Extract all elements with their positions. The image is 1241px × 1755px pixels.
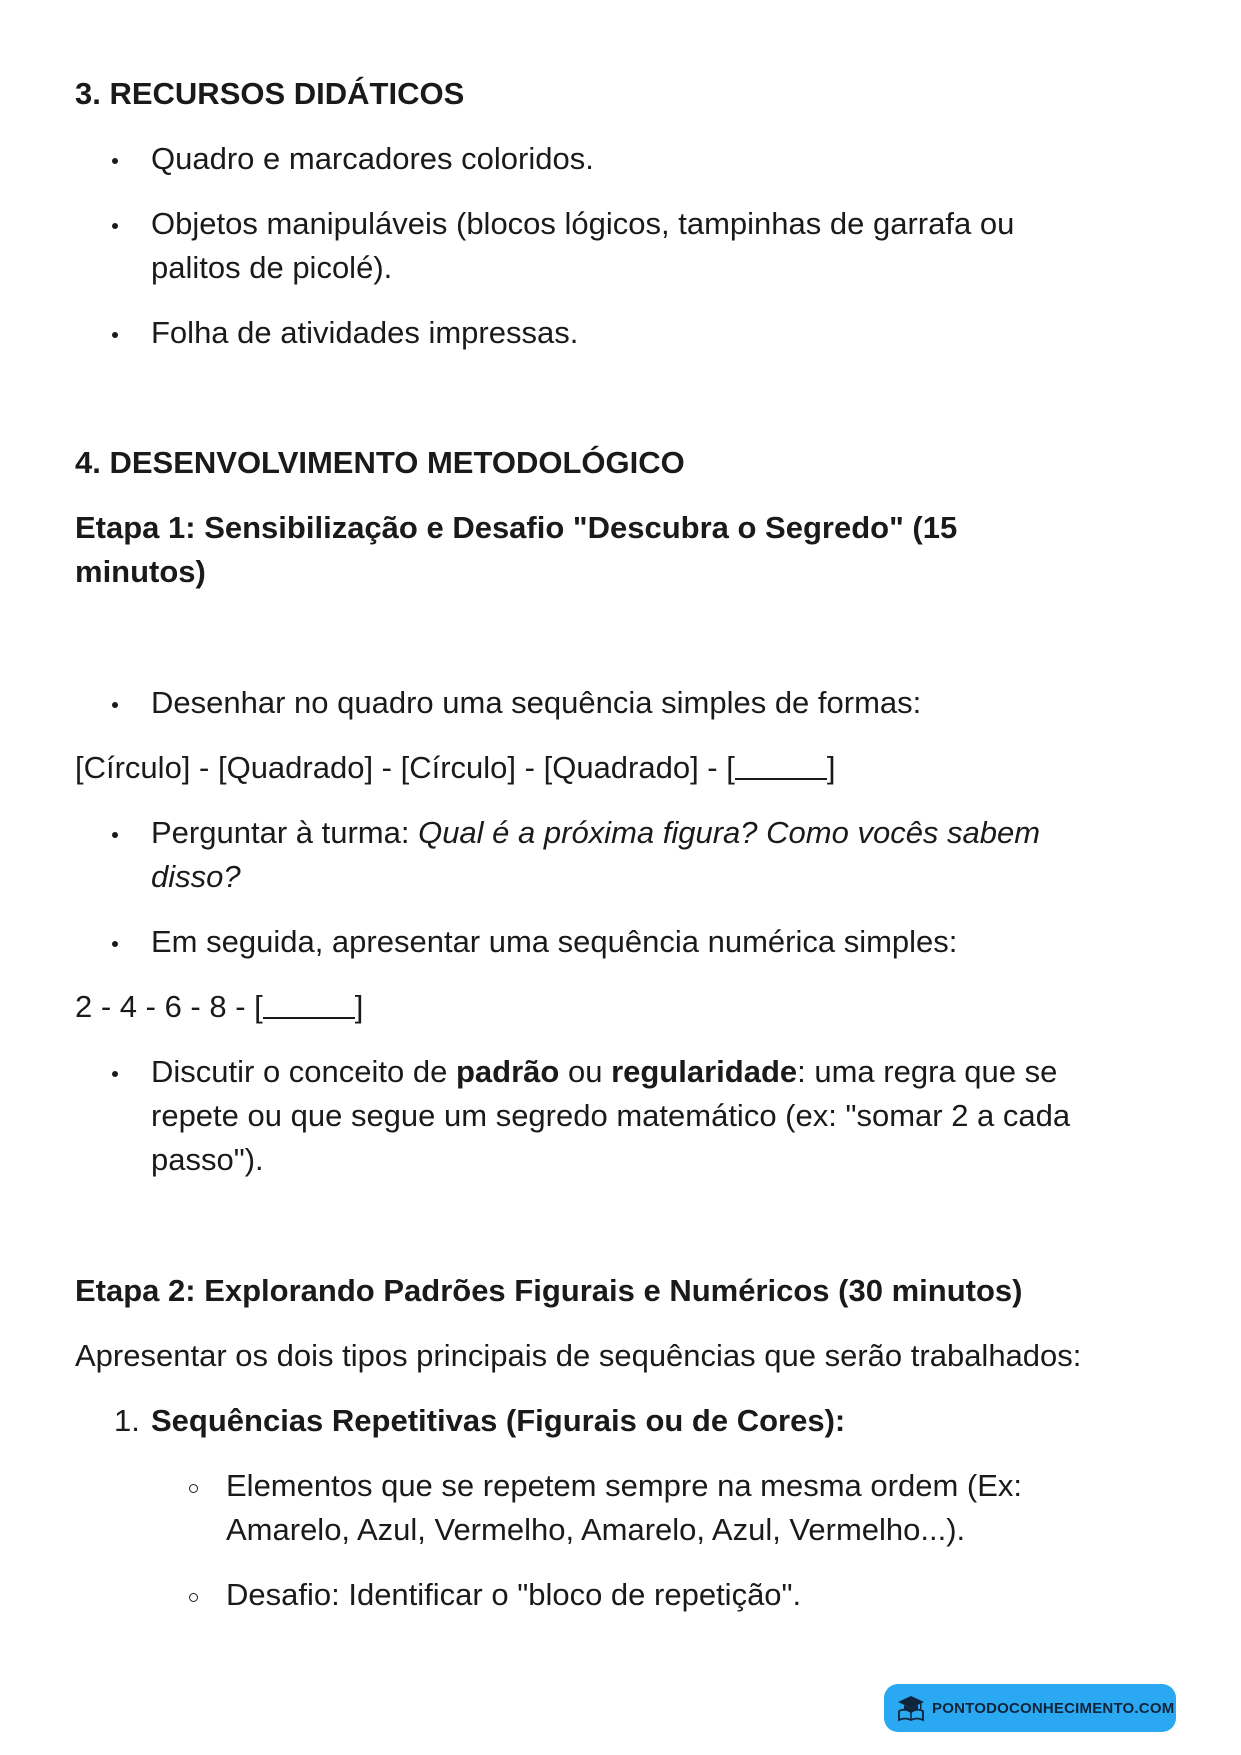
shape-sequence-text: [Círculo] - [Quadrado] - [Círculo] - [Quadrado] - [ xyxy=(75,750,735,785)
question-text: Qual é a próxima figura? Como vocês sabem xyxy=(418,815,1041,850)
list-item-continuation: palitos de picolé). xyxy=(151,250,393,285)
number-sequence xyxy=(75,985,363,1029)
bullet-icon xyxy=(110,202,120,246)
question-prefix: Perguntar à turma: xyxy=(151,815,419,850)
answer-blank xyxy=(735,748,827,780)
section-4-heading: 4. DESENVOLVIMENTO METODOLÓGICO xyxy=(75,445,685,480)
text-run: Discutir o conceito de xyxy=(151,1054,456,1089)
circle-bullet-icon xyxy=(188,1464,200,1508)
circle-bullet-icon xyxy=(188,1573,200,1617)
bullet-icon xyxy=(110,137,120,181)
etapa-2-intro: Apresentar os dois tipos principais de sequências que serão trabalhados: xyxy=(75,1338,1082,1373)
list-item xyxy=(151,811,1040,855)
bullet-icon xyxy=(110,920,120,964)
sub-list-item: Desafio: Identificar o "bloco de repetição". xyxy=(226,1577,802,1612)
answer-blank xyxy=(263,987,355,1019)
etapa-1-heading-continuation: minutos) xyxy=(75,554,206,589)
list-item: Em seguida, apresentar uma sequência numérica simples: xyxy=(151,924,958,959)
badge-label[interactable]: PONTODOCONHECIMENTO.COM xyxy=(932,1699,1175,1717)
number-sequence-text: 2 - 4 - 6 - 8 - [ xyxy=(75,989,263,1024)
bullet-icon xyxy=(110,811,120,855)
site-badge[interactable] xyxy=(884,1684,1176,1732)
bullet-icon xyxy=(110,681,120,725)
bracket-close: ] xyxy=(354,989,364,1024)
list-item: Quadro e marcadores coloridos. xyxy=(151,141,594,176)
bracket-close: ] xyxy=(826,750,836,785)
text-run: ou xyxy=(559,1054,612,1089)
graduation-book-icon xyxy=(896,1694,926,1722)
list-item-continuation: repete ou que segue um segredo matemático (ex: "somar 2 a cada xyxy=(151,1098,1071,1133)
bold-term-padrao: padrão xyxy=(455,1054,560,1089)
section-3-heading: 3. RECURSOS DIDÁTICOS xyxy=(75,76,465,111)
list-item-continuation xyxy=(151,855,241,899)
ordered-list-number: 1. xyxy=(114,1403,140,1438)
text-run: : uma regra que se xyxy=(797,1054,1058,1089)
sub-list-item: Elementos que se repetem sempre na mesma ordem (Ex: xyxy=(226,1468,1023,1503)
list-item: Objetos manipuláveis (blocos lógicos, tampinhas de garrafa ou xyxy=(151,206,1015,241)
bold-term-regularidade: regularidade xyxy=(611,1054,798,1089)
list-item: Desenhar no quadro uma sequência simples de formas: xyxy=(151,685,922,720)
etapa-1-heading: Etapa 1: Sensibilização e Desafio "Descubra o Segredo" (15 xyxy=(75,510,958,545)
list-item-continuation: passo"). xyxy=(151,1142,264,1177)
question-text-continuation: disso? xyxy=(151,859,241,894)
list-item xyxy=(151,1050,1057,1094)
sub-list-item-continuation: Amarelo, Azul, Vermelho, Amarelo, Azul, Vermelho...). xyxy=(226,1512,966,1547)
ordered-list-item-title: Sequências Repetitivas (Figurais ou de Cores): xyxy=(151,1403,846,1438)
shape-sequence xyxy=(75,746,835,790)
list-item: Folha de atividades impressas. xyxy=(151,315,579,350)
bullet-icon xyxy=(110,311,120,355)
etapa-2-heading: Etapa 2: Explorando Padrões Figurais e Numéricos (30 minutos) xyxy=(75,1273,1023,1308)
bullet-icon xyxy=(110,1050,120,1094)
